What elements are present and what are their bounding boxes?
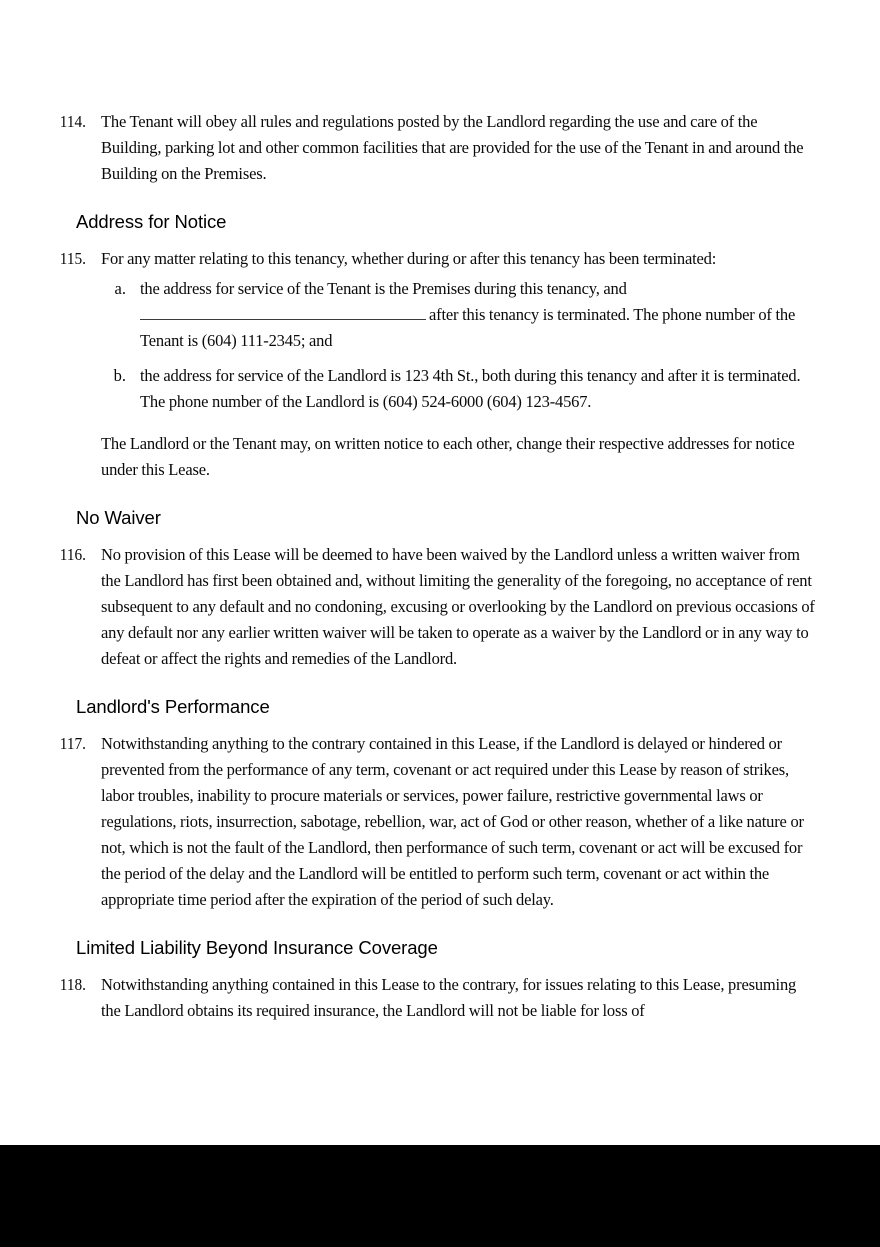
sublist-letter: b.	[113, 366, 126, 385]
page-bottom-black-band	[0, 1145, 880, 1247]
clause-115-sublist	[101, 276, 816, 415]
clause-text: Notwithstanding anything contained in this Lease to the contrary, for issues relating to this Lease, presuming the Landlord obtains its required insurance, the Landlord will not be liable for loss of	[101, 975, 797, 1020]
blank-fill-line[interactable]	[140, 307, 426, 320]
sublist-item-b	[101, 363, 816, 415]
clause-text: Notwithstanding anything to the contrary contained in this Lease, if the Landlord is delayed or hindered or prevented from the performance of any term, covenant or act required under this Lease by reason of strikes, labor troubles, inability to procure materials or services, power failure, restrictive governmental laws or regulations, riots, insurrection, sabotage, rebellion, war, act of God or other reason, whether of a like nature or not, which is not the fault of the Landlord, then performance of such term, covenant or act will be excused for the period of the delay and the Landlord will be entitled to perform such term, covenant or act within the appropriate time period after the expiration of the period of such delay.	[101, 734, 804, 909]
sublist-text: the address for service of the Landlord is 123 4th St., both during this tenancy and after it is terminated. The phone number of the Landlord is (604) 524-6000 (604) 123-4567.	[140, 366, 801, 411]
clause-117	[0, 731, 880, 913]
clause-118	[0, 972, 880, 1024]
clause-115	[0, 246, 880, 415]
clause-number: 118.	[59, 975, 86, 994]
sublist-text-part1: the address for service of the Tenant is the Premises during this tenancy, and	[140, 279, 627, 298]
clause-text: The Tenant will obey all rules and regulations posted by the Landlord regarding the use and care of the Building, parking lot and other common facilities that are provided for the use of the Tenant in and around the Building on the Premises.	[101, 112, 804, 183]
clause-number: 114.	[59, 112, 86, 131]
clause-number: 115.	[59, 249, 86, 268]
sublist-text-part2: after this tenancy is terminated. The phone number of the Tenant is (604) 111-2345; and	[140, 305, 796, 350]
sublist-item-a	[101, 276, 816, 354]
clause-116	[0, 542, 880, 672]
sublist-text	[140, 279, 795, 350]
section-heading-landlords-performance: Landlord's Performance	[76, 696, 270, 717]
clause-number: 116.	[59, 545, 86, 564]
clause-text: For any matter relating to this tenancy, whether during or after this tenancy has been terminated:	[101, 249, 717, 268]
section-heading-no-waiver: No Waiver	[76, 507, 161, 528]
top-margin	[0, 0, 880, 109]
notice-change-paragraph: The Landlord or the Tenant may, on written notice to each other, change their respective addresses for notice under this Lease.	[101, 434, 795, 479]
sublist-letter: a.	[114, 279, 126, 298]
clause-number: 117.	[59, 734, 86, 753]
clause-114	[0, 109, 880, 187]
section-heading-limited-liability: Limited Liability Beyond Insurance Coverage	[76, 937, 438, 958]
section-heading-address-for-notice: Address for Notice	[76, 211, 227, 232]
clause-text: No provision of this Lease will be deemed to have been waived by the Landlord unless a written waiver from the Landlord has first been obtained and, without limiting the generality of the foregoing, no acceptance of rent subsequent to any default and no condoning, excusing or overlooking by the Landlord on previous occasions of any default nor any earlier written waiver will be taken to operate as a waiver by the Landlord or in any way to defeat or affect the rights and remedies of the Landlord.	[101, 545, 815, 668]
